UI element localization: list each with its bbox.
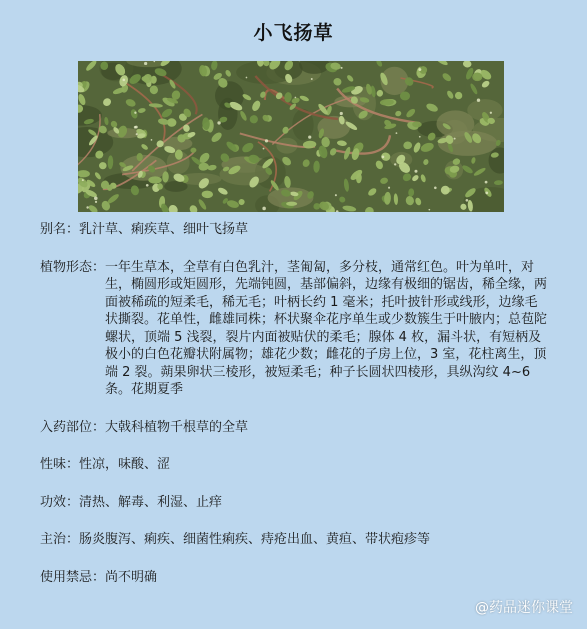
entry-morphology-label: 植物形态：	[40, 259, 106, 275]
page-title: 小飞扬草	[253, 22, 334, 44]
entry-indications-value: 肠炎腹泻、痢疾、细菌性痢疾、痔疮出血、黄疸、带状疱疹等	[79, 532, 431, 547]
entry-nature-taste	[40, 456, 548, 474]
info-list	[40, 221, 548, 586]
entry-alias-label: 别名：	[40, 222, 80, 237]
entry-contraindications	[40, 569, 548, 587]
entry-efficacy-value: 清热、解毒、利湿、止痒	[79, 494, 223, 510]
entry-medicinal-part-label: 入药部位：	[40, 419, 106, 435]
entry-efficacy-label: 功效：	[40, 494, 80, 510]
plant-photo	[78, 61, 504, 212]
watermark-text: @药品迷你课堂	[475, 600, 573, 616]
entry-indications-label: 主治：	[40, 532, 80, 547]
entry-morphology-value: 一年生草本，全草有白色乳汁，茎匍匐，多分枝，通常红色。叶为单叶，对生，椭圆形或矩圆形，先端钝圆，基部偏斜，边缘有极细的锯齿，稀全缘，两面被稀疏的短柔毛，稀无毛；叶柄长约 1 毫米；托叶披针形或线形，边缘毛状撕裂。花单性，雌雄同株；杯状聚伞花序单生或少数簇生于叶腋内；总苞陀螺状，顶端 5 浅裂，裂片内面被贴伏的柔毛；腺体 4 枚，漏斗状，有短柄及极小的白色花瓣状附属物；雄花少数；雌花的子房上位，3 室，花柱离生，顶端 2 裂。蒴果卵状三棱形，被短柔毛；种子长圆状四棱形，具纵沟纹 4~6 条。花期夏季	[105, 259, 548, 397]
entry-morphology	[40, 259, 548, 399]
entry-medicinal-part	[40, 419, 548, 437]
entry-indications	[40, 531, 548, 549]
entry-nature-taste-value: 性凉，味酸、涩	[79, 457, 171, 472]
entry-nature-taste-label: 性味：	[40, 457, 80, 472]
plant-photo-image	[78, 61, 504, 212]
entry-contraindications-value: 尚不明确	[105, 569, 158, 585]
entry-alias	[40, 221, 548, 239]
entry-alias-value: 乳汁草、痢疾草、细叶飞扬草	[79, 222, 249, 237]
watermark	[475, 597, 573, 617]
entry-efficacy	[40, 494, 548, 512]
entry-medicinal-part-value: 大戟科植物千根草的全草	[105, 419, 249, 435]
entry-contraindications-label: 使用禁忌：	[40, 569, 106, 585]
